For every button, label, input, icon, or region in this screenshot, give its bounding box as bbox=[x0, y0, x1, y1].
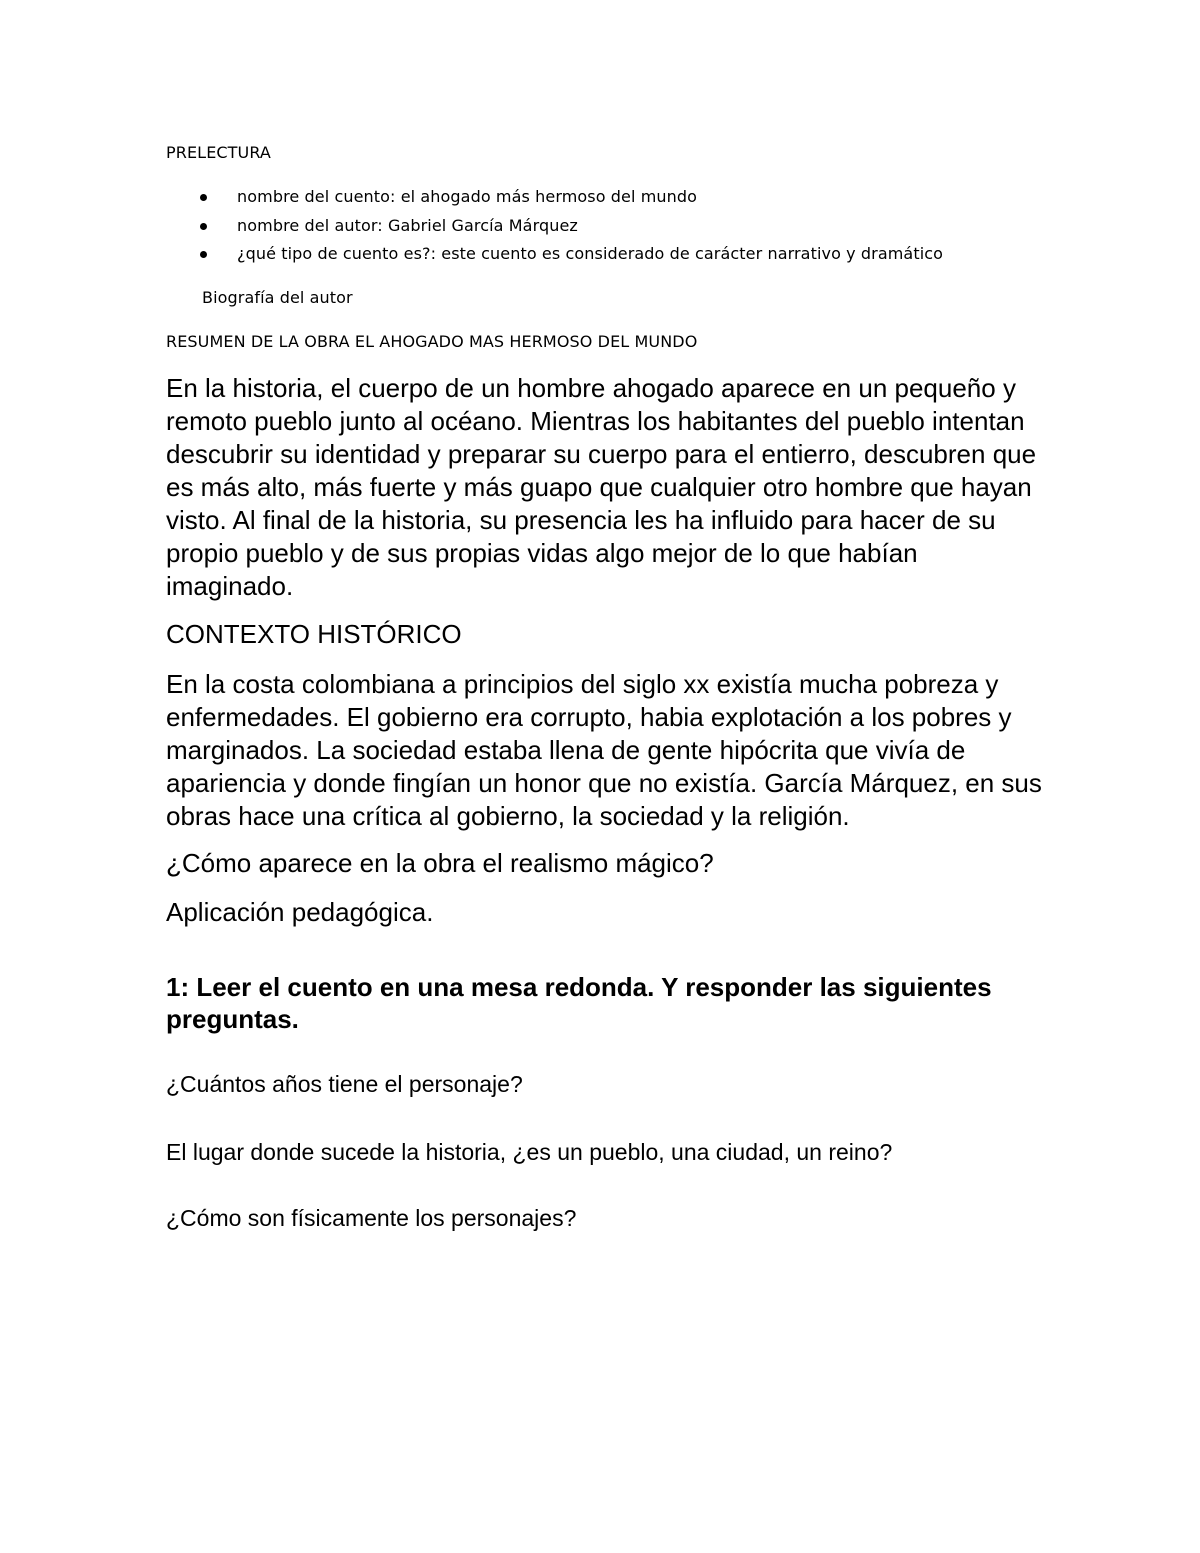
bullet-text-autor: nombre del autor: Gabriel García Márquez bbox=[237, 215, 578, 235]
aplicacion-label: Aplicación pedagógica. bbox=[166, 897, 434, 927]
list-item bbox=[200, 215, 943, 244]
task-heading: 1: Leer el cuento en una mesa redonda. Y responder las siguientes preguntas. bbox=[166, 972, 992, 1034]
prelectura-list bbox=[200, 186, 943, 272]
resumen-paragraph: En la historia, el cuerpo de un hombre ahogado aparece en un pequeño y remoto pueblo junto al océano. Mientras los habitantes del pueblo intentan descubrir su identidad y preparar su cuerpo para el entierro, descubren que es más alto, más fuerte y más guapo que cualquier otro hombre que hayan visto. Al final de la historia, su presencia les ha influido para hacer de su propio pueblo y de sus propias vidas algo mejor de lo que habían imaginado. bbox=[166, 373, 1037, 601]
bullet-icon bbox=[200, 194, 207, 201]
bullet-icon bbox=[200, 223, 207, 230]
biografia-label: Biografía del autor bbox=[202, 288, 353, 307]
realismo-question: ¿Cómo aparece en la obra el realismo mágico? bbox=[166, 848, 714, 878]
contexto-heading: CONTEXTO HISTÓRICO bbox=[166, 619, 462, 649]
list-item bbox=[200, 243, 943, 272]
contexto-paragraph: En la costa colombiana a principios del siglo xx existía mucha pobreza y enfermedades. El gobierno era corrupto, habia explotación a los pobres y marginados. La sociedad estaba llena de gente hipócrita que vivía de apariencia y donde fingían un honor que no existía. García Márquez, en sus obras hace una crítica al gobierno, la sociedad y la religión. bbox=[166, 669, 1042, 831]
question-lugar: El lugar donde sucede la historia, ¿es un pueblo, una ciudad, un reino? bbox=[166, 1139, 893, 1165]
prelectura-heading: PRELECTURA bbox=[166, 143, 271, 162]
resumen-heading: RESUMEN DE LA OBRA EL AHOGADO MAS HERMOSO DEL MUNDO bbox=[166, 332, 698, 351]
question-fisico: ¿Cómo son físicamente los personajes? bbox=[166, 1205, 577, 1231]
question-edad: ¿Cuántos años tiene el personaje? bbox=[166, 1071, 523, 1097]
bullet-icon bbox=[200, 251, 207, 258]
bullet-text-tipo: ¿qué tipo de cuento es?: este cuento es considerado de carácter narrativo y dramático bbox=[237, 244, 944, 263]
list-item bbox=[200, 186, 943, 215]
bullet-text-cuento: nombre del cuento: el ahogado más hermoso del mundo bbox=[237, 187, 698, 206]
